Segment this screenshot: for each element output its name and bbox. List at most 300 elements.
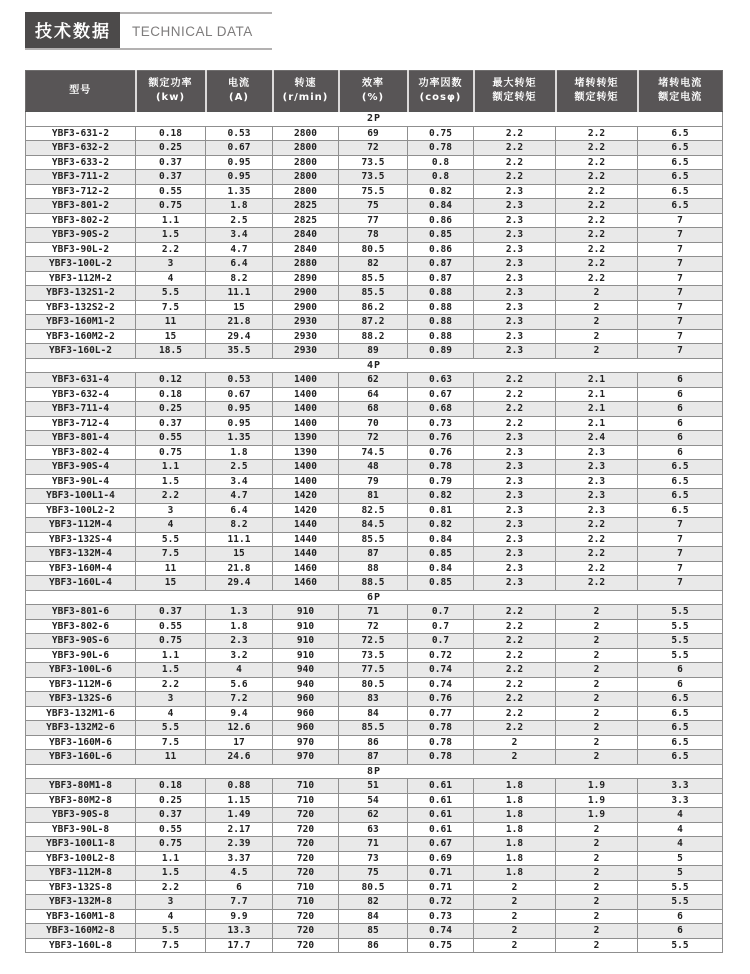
cell-power-factor: 0.84 [408,561,474,576]
cell-efficiency: 87.2 [339,315,408,330]
table-row [26,619,723,634]
cell-efficiency: 85.5 [339,286,408,301]
cell-current: 2.39 [206,837,273,852]
cell-rated-power: 2.2 [136,489,206,504]
cell-locked-current-ratio: 6.5 [638,750,723,765]
cell-rated-power: 11 [136,750,206,765]
cell-efficiency: 80.5 [339,880,408,895]
cell-model: YBF3-711-2 [26,170,136,185]
cell-speed: 1400 [273,387,339,402]
cell-max-torque-ratio: 2.2 [474,619,556,634]
cell-current: 0.67 [206,387,273,402]
cell-locked-current-ratio: 4 [638,822,723,837]
cell-locked-torque-ratio: 2.3 [556,474,638,489]
cell-rated-power: 0.55 [136,431,206,446]
cell-current: 35.5 [206,344,273,359]
table-row [26,315,723,330]
cell-locked-torque-ratio: 2.2 [556,170,638,185]
cell-efficiency: 72 [339,431,408,446]
table-row [26,445,723,460]
cell-max-torque-ratio: 2.3 [474,329,556,344]
cell-locked-torque-ratio: 2 [556,663,638,678]
cell-rated-power: 5.5 [136,721,206,736]
table-row [26,779,723,794]
cell-current: 1.49 [206,808,273,823]
cell-max-torque-ratio: 2 [474,880,556,895]
table-row [26,503,723,518]
cell-locked-current-ratio: 6 [638,909,723,924]
column-header-locked-torque-ratio: 堵转转矩 额定转矩 [556,71,638,112]
cell-model: YBF3-90S-2 [26,228,136,243]
cell-rated-power: 1.1 [136,460,206,475]
page-title-english: TECHNICAL DATA [120,12,272,48]
cell-speed: 710 [273,779,339,794]
cell-locked-torque-ratio: 2.3 [556,445,638,460]
cell-current: 1.8 [206,199,273,214]
cell-locked-torque-ratio: 2.2 [556,518,638,533]
cell-speed: 2930 [273,329,339,344]
cell-model: YBF3-132S2-2 [26,300,136,315]
table-row [26,532,723,547]
cell-rated-power: 3 [136,257,206,272]
cell-model: YBF3-100L2-8 [26,851,136,866]
cell-efficiency: 72 [339,141,408,156]
cell-model: YBF3-100L-6 [26,663,136,678]
table-row [26,344,723,359]
cell-model: YBF3-801-2 [26,199,136,214]
cell-efficiency: 79 [339,474,408,489]
cell-max-torque-ratio: 1.8 [474,866,556,881]
cell-locked-current-ratio: 7 [638,532,723,547]
table-row [26,909,723,924]
cell-efficiency: 62 [339,373,408,388]
cell-efficiency: 72.5 [339,634,408,649]
cell-rated-power: 0.37 [136,416,206,431]
cell-efficiency: 85.5 [339,271,408,286]
cell-max-torque-ratio: 2.3 [474,213,556,228]
cell-current: 2.3 [206,634,273,649]
cell-current: 0.53 [206,126,273,141]
cell-efficiency: 62 [339,808,408,823]
cell-rated-power: 4 [136,909,206,924]
cell-rated-power: 11 [136,315,206,330]
cell-locked-torque-ratio: 2.3 [556,503,638,518]
cell-power-factor: 0.73 [408,909,474,924]
cell-max-torque-ratio: 2.3 [474,489,556,504]
cell-locked-current-ratio: 5.5 [638,634,723,649]
cell-max-torque-ratio: 2.3 [474,474,556,489]
cell-model: YBF3-802-6 [26,619,136,634]
cell-rated-power: 1.1 [136,851,206,866]
cell-speed: 1400 [273,460,339,475]
cell-locked-current-ratio: 7 [638,576,723,591]
cell-locked-current-ratio: 6.5 [638,692,723,707]
cell-speed: 2800 [273,126,339,141]
cell-locked-current-ratio: 7 [638,228,723,243]
cell-locked-torque-ratio: 2 [556,648,638,663]
cell-max-torque-ratio: 1.8 [474,793,556,808]
cell-rated-power: 0.18 [136,779,206,794]
cell-model: YBF3-132M2-6 [26,721,136,736]
table-row [26,126,723,141]
cell-speed: 720 [273,924,339,939]
cell-locked-current-ratio: 6.5 [638,735,723,750]
cell-model: YBF3-160L-2 [26,344,136,359]
cell-efficiency: 86 [339,938,408,953]
cell-locked-current-ratio: 6 [638,445,723,460]
cell-current: 2.5 [206,213,273,228]
cell-current: 12.6 [206,721,273,736]
cell-locked-current-ratio: 6 [638,663,723,678]
cell-speed: 1420 [273,503,339,518]
cell-max-torque-ratio: 2.2 [474,677,556,692]
cell-speed: 940 [273,677,339,692]
table-row [26,822,723,837]
cell-power-factor: 0.67 [408,387,474,402]
cell-power-factor: 0.8 [408,155,474,170]
table-row [26,474,723,489]
cell-max-torque-ratio: 2.2 [474,634,556,649]
cell-max-torque-ratio: 2.2 [474,155,556,170]
cell-rated-power: 5.5 [136,286,206,301]
table-row [26,242,723,257]
cell-efficiency: 88 [339,561,408,576]
cell-locked-torque-ratio: 2.2 [556,576,638,591]
cell-model: YBF3-632-2 [26,141,136,156]
table-row [26,416,723,431]
cell-locked-current-ratio: 5.5 [638,648,723,663]
cell-locked-torque-ratio: 2 [556,315,638,330]
cell-power-factor: 0.88 [408,286,474,301]
cell-power-factor: 0.61 [408,808,474,823]
table-row [26,561,723,576]
cell-rated-power: 1.5 [136,474,206,489]
cell-current: 29.4 [206,576,273,591]
cell-efficiency: 81 [339,489,408,504]
cell-model: YBF3-90L-8 [26,822,136,837]
table-row [26,141,723,156]
table-row [26,837,723,852]
cell-locked-torque-ratio: 2.2 [556,184,638,199]
cell-speed: 720 [273,866,339,881]
cell-current: 4 [206,663,273,678]
table-row [26,677,723,692]
cell-current: 1.3 [206,605,273,620]
cell-model: YBF3-112M-6 [26,677,136,692]
table-row [26,634,723,649]
cell-current: 17.7 [206,938,273,953]
table-row [26,228,723,243]
cell-model: YBF3-160L-8 [26,938,136,953]
cell-locked-torque-ratio: 2.2 [556,213,638,228]
cell-rated-power: 11 [136,561,206,576]
cell-model: YBF3-132M-4 [26,547,136,562]
cell-speed: 1460 [273,561,339,576]
cell-rated-power: 1.1 [136,648,206,663]
cell-locked-torque-ratio: 1.9 [556,793,638,808]
table-row [26,851,723,866]
cell-locked-current-ratio: 6.5 [638,489,723,504]
cell-rated-power: 2.2 [136,242,206,257]
cell-efficiency: 71 [339,837,408,852]
cell-efficiency: 73.5 [339,170,408,185]
cell-rated-power: 7.5 [136,300,206,315]
cell-locked-current-ratio: 3.3 [638,779,723,794]
cell-max-torque-ratio: 2.2 [474,373,556,388]
section-row [26,112,723,127]
cell-locked-torque-ratio: 2 [556,938,638,953]
cell-locked-current-ratio: 7 [638,242,723,257]
cell-locked-current-ratio: 7 [638,213,723,228]
cell-efficiency: 86.2 [339,300,408,315]
cell-locked-current-ratio: 6 [638,677,723,692]
cell-efficiency: 54 [339,793,408,808]
cell-max-torque-ratio: 2.3 [474,271,556,286]
column-header-rated-power: 额定功率 (kw) [136,71,206,112]
cell-locked-current-ratio: 5 [638,851,723,866]
cell-speed: 720 [273,851,339,866]
cell-locked-current-ratio: 7 [638,271,723,286]
cell-max-torque-ratio: 1.8 [474,779,556,794]
cell-efficiency: 75 [339,199,408,214]
cell-max-torque-ratio: 2.2 [474,663,556,678]
cell-max-torque-ratio: 2.2 [474,387,556,402]
cell-current: 11.1 [206,532,273,547]
cell-efficiency: 89 [339,344,408,359]
cell-efficiency: 75 [339,866,408,881]
cell-current: 8.2 [206,518,273,533]
cell-power-factor: 0.87 [408,257,474,272]
cell-power-factor: 0.8 [408,170,474,185]
cell-locked-torque-ratio: 2 [556,344,638,359]
cell-speed: 2800 [273,170,339,185]
cell-rated-power: 3 [136,895,206,910]
cell-efficiency: 77.5 [339,663,408,678]
cell-power-factor: 0.7 [408,634,474,649]
cell-locked-current-ratio: 4 [638,837,723,852]
cell-model: YBF3-132S-6 [26,692,136,707]
cell-power-factor: 0.82 [408,518,474,533]
cell-max-torque-ratio: 2 [474,895,556,910]
cell-current: 4.7 [206,489,273,504]
cell-speed: 2825 [273,199,339,214]
cell-efficiency: 82.5 [339,503,408,518]
cell-rated-power: 7.5 [136,735,206,750]
cell-speed: 2890 [273,271,339,286]
cell-power-factor: 0.85 [408,576,474,591]
cell-locked-torque-ratio: 2 [556,735,638,750]
cell-efficiency: 80.5 [339,677,408,692]
cell-locked-current-ratio: 6.5 [638,126,723,141]
cell-current: 0.95 [206,402,273,417]
cell-speed: 1390 [273,431,339,446]
cell-speed: 1440 [273,518,339,533]
cell-model: YBF3-160M2-2 [26,329,136,344]
cell-current: 8.2 [206,271,273,286]
cell-model: YBF3-132S-8 [26,880,136,895]
cell-locked-torque-ratio: 2.1 [556,387,638,402]
cell-locked-torque-ratio: 2 [556,895,638,910]
column-header-power-factor: 功率因数 (cosφ) [408,71,474,112]
cell-locked-current-ratio: 5.5 [638,895,723,910]
cell-power-factor: 0.75 [408,938,474,953]
section-label: 8P [26,764,723,779]
cell-max-torque-ratio: 2.3 [474,460,556,475]
cell-efficiency: 64 [339,387,408,402]
cell-rated-power: 0.18 [136,387,206,402]
table-row [26,706,723,721]
table-header-row [26,71,723,112]
table-row [26,460,723,475]
cell-max-torque-ratio: 2.2 [474,126,556,141]
cell-current: 15 [206,300,273,315]
cell-locked-torque-ratio: 2.3 [556,489,638,504]
cell-power-factor: 0.76 [408,445,474,460]
cell-current: 13.3 [206,924,273,939]
cell-power-factor: 0.78 [408,750,474,765]
cell-locked-current-ratio: 7 [638,286,723,301]
cell-locked-torque-ratio: 2.1 [556,416,638,431]
cell-power-factor: 0.72 [408,648,474,663]
cell-rated-power: 1.5 [136,228,206,243]
cell-locked-current-ratio: 7 [638,257,723,272]
cell-speed: 710 [273,793,339,808]
cell-current: 9.4 [206,706,273,721]
cell-model: YBF3-632-4 [26,387,136,402]
cell-efficiency: 75.5 [339,184,408,199]
cell-locked-torque-ratio: 2 [556,329,638,344]
cell-current: 29.4 [206,329,273,344]
cell-max-torque-ratio: 2 [474,909,556,924]
cell-rated-power: 5.5 [136,532,206,547]
table-row [26,735,723,750]
cell-max-torque-ratio: 1.8 [474,808,556,823]
cell-speed: 710 [273,880,339,895]
cell-locked-current-ratio: 6 [638,373,723,388]
table-row [26,257,723,272]
cell-rated-power: 0.37 [136,155,206,170]
cell-locked-torque-ratio: 2.1 [556,402,638,417]
cell-locked-current-ratio: 5.5 [638,938,723,953]
cell-max-torque-ratio: 2.3 [474,286,556,301]
cell-power-factor: 0.74 [408,663,474,678]
cell-model: YBF3-100L1-8 [26,837,136,852]
cell-efficiency: 73 [339,851,408,866]
cell-current: 2.5 [206,460,273,475]
cell-model: YBF3-100L-2 [26,257,136,272]
cell-speed: 960 [273,721,339,736]
cell-model: YBF3-160M1-8 [26,909,136,924]
cell-efficiency: 70 [339,416,408,431]
cell-locked-torque-ratio: 2.2 [556,257,638,272]
cell-max-torque-ratio: 1.8 [474,822,556,837]
cell-speed: 2840 [273,228,339,243]
cell-speed: 1440 [273,532,339,547]
cell-rated-power: 0.55 [136,822,206,837]
cell-current: 15 [206,547,273,562]
cell-locked-torque-ratio: 2 [556,677,638,692]
cell-speed: 720 [273,938,339,953]
cell-power-factor: 0.74 [408,924,474,939]
cell-efficiency: 84.5 [339,518,408,533]
cell-power-factor: 0.78 [408,721,474,736]
cell-power-factor: 0.69 [408,851,474,866]
cell-rated-power: 2.2 [136,677,206,692]
cell-rated-power: 15 [136,576,206,591]
cell-rated-power: 0.37 [136,808,206,823]
cell-efficiency: 88.5 [339,576,408,591]
cell-model: YBF3-633-2 [26,155,136,170]
cell-model: YBF3-100L2-2 [26,503,136,518]
cell-locked-current-ratio: 6.5 [638,170,723,185]
table-row [26,808,723,823]
cell-power-factor: 0.7 [408,619,474,634]
cell-efficiency: 73.5 [339,155,408,170]
cell-locked-torque-ratio: 2 [556,605,638,620]
cell-model: YBF3-90L-4 [26,474,136,489]
table-row [26,692,723,707]
cell-locked-torque-ratio: 2 [556,286,638,301]
cell-locked-torque-ratio: 2 [556,721,638,736]
cell-locked-current-ratio: 7 [638,518,723,533]
cell-current: 3.4 [206,474,273,489]
cell-power-factor: 0.61 [408,793,474,808]
table-row [26,271,723,286]
cell-power-factor: 0.77 [408,706,474,721]
cell-current: 7.2 [206,692,273,707]
cell-locked-current-ratio: 6.5 [638,199,723,214]
cell-model: YBF3-132M-8 [26,895,136,910]
cell-model: YBF3-80M1-8 [26,779,136,794]
cell-rated-power: 7.5 [136,938,206,953]
cell-power-factor: 0.85 [408,547,474,562]
table-row [26,184,723,199]
cell-max-torque-ratio: 2.3 [474,561,556,576]
cell-speed: 2930 [273,344,339,359]
cell-model: YBF3-132M1-6 [26,706,136,721]
cell-speed: 2800 [273,155,339,170]
cell-efficiency: 48 [339,460,408,475]
cell-locked-torque-ratio: 2.2 [556,242,638,257]
cell-rated-power: 0.75 [136,634,206,649]
cell-rated-power: 5.5 [136,924,206,939]
cell-rated-power: 0.55 [136,184,206,199]
cell-rated-power: 0.18 [136,126,206,141]
cell-current: 21.8 [206,315,273,330]
cell-locked-current-ratio: 6.5 [638,141,723,156]
cell-max-torque-ratio: 1.8 [474,851,556,866]
cell-model: YBF3-100L1-4 [26,489,136,504]
cell-efficiency: 87 [339,750,408,765]
cell-current: 1.15 [206,793,273,808]
cell-max-torque-ratio: 2.2 [474,692,556,707]
cell-locked-torque-ratio: 2.2 [556,126,638,141]
cell-locked-torque-ratio: 2.2 [556,561,638,576]
cell-speed: 2900 [273,300,339,315]
cell-speed: 960 [273,692,339,707]
cell-efficiency: 85.5 [339,721,408,736]
column-header-locked-current-ratio: 堵转电流 额定电流 [638,71,723,112]
cell-current: 9.9 [206,909,273,924]
cell-model: YBF3-90S-6 [26,634,136,649]
table-row [26,721,723,736]
cell-max-torque-ratio: 2.2 [474,141,556,156]
cell-speed: 2930 [273,315,339,330]
cell-max-torque-ratio: 2.2 [474,416,556,431]
section-label: 6P [26,590,723,605]
table-row [26,547,723,562]
cell-power-factor: 0.86 [408,213,474,228]
